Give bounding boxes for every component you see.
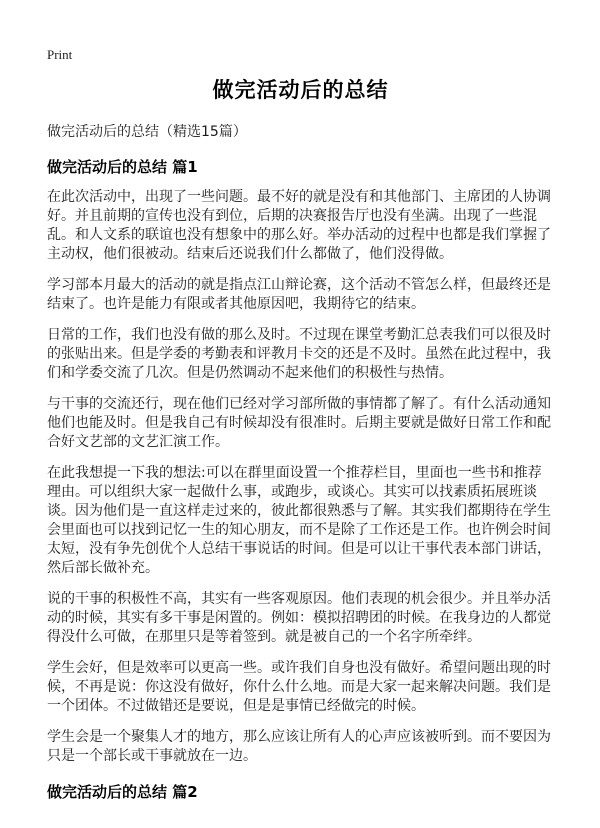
paragraph-8: 学生会是一个聚集人才的地方，那么应该让所有人的心声应该被听到。而不要因为只是一个部长或干事就放在一边。 — [47, 729, 551, 764]
paragraph-5: 在此我想提一下我的想法:可以在群里面设置一个推荐栏目，里面也一些书和推荐理由。可以组织大家一起做什么事，或跑步，或谈心。其实可以找素质拓展班谈谈。因为他们是一直这样走过来的，彼此都很熟悉与了解。其实我们都期待在学生会里面也可以找到记忆一生的知心朋友，而不是除了工作还是工作。也许例会时间太短，没有争先创优个人总结干事说话的时间。但是可以让干事代表本部门讲话，然后部长做补充。 — [47, 465, 551, 576]
paragraph-4: 与干事的交流还行，现在他们已经对学习部所做的事情都了解了。有什么活动通知他们也能及时。但是我自己有时候却没有很准时。后期主要就是做好日常工作和配合好文艺部的文艺汇演工作。 — [47, 396, 551, 450]
paragraph-6: 说的干事的积极性不高，其实有一些客观原因。他们表现的机会很少。并且举办活动的时候，其实有多干事是闲置的。例如：模拟招聘团的时候。在我身边的人都觉得没什么可做，在那里只是等着签到。就是被自己的一个名字所牵绊。 — [47, 591, 551, 645]
paragraph-2: 学习部本月最大的活动的就是指点江山辩论赛，这个活动不管怎么样，但最终还是结束了。也许是能力有限或者其他原因吧，我期待它的结束。 — [47, 277, 551, 312]
section-heading-part1: 做完活动后的总结 篇1 — [47, 158, 198, 176]
paragraph-3: 日常的工作，我们也没有做的那么及时。不过现在课堂考勤汇总表我们可以很及时的张贴出来。但是学委的考勤表和评教月卡交的还是不及时。虽然在此过程中，我们和学委交流了几次。但是仍然调动不起来他们的积极性与热情。 — [47, 327, 551, 381]
page-title: 做完活动后的总结 — [212, 78, 389, 102]
section-heading-part2: 做完活动后的总结 篇2 — [47, 783, 198, 801]
paragraph-7: 学生会好，但是效率可以更高一些。或许我们自身也没有做好。希望问题出现的时候，不再是说：你这没有做好，你什么什么地。而是大家一起来解决问题。我们是一个团体。不过做错还是要说，但是是事情已经做完的时候。 — [47, 660, 551, 714]
page-subtitle: 做完活动后的总结（精选15篇） — [47, 124, 247, 140]
print-button[interactable]: Print — [47, 47, 73, 62]
paragraph-1: 在此次活动中，出现了一些问题。最不好的就是没有和其他部门、主席团的人协调好。并且前期的宣传也没有到位，后期的决赛报告厅也没有坐满。出现了一些混乱。和人文系的联谊也没有想象中的那么好。举办活动的过程中也都是我们掌握了主动权，他们很被动。结束后还说我们什么都做了，他们没得做。 — [47, 189, 551, 262]
